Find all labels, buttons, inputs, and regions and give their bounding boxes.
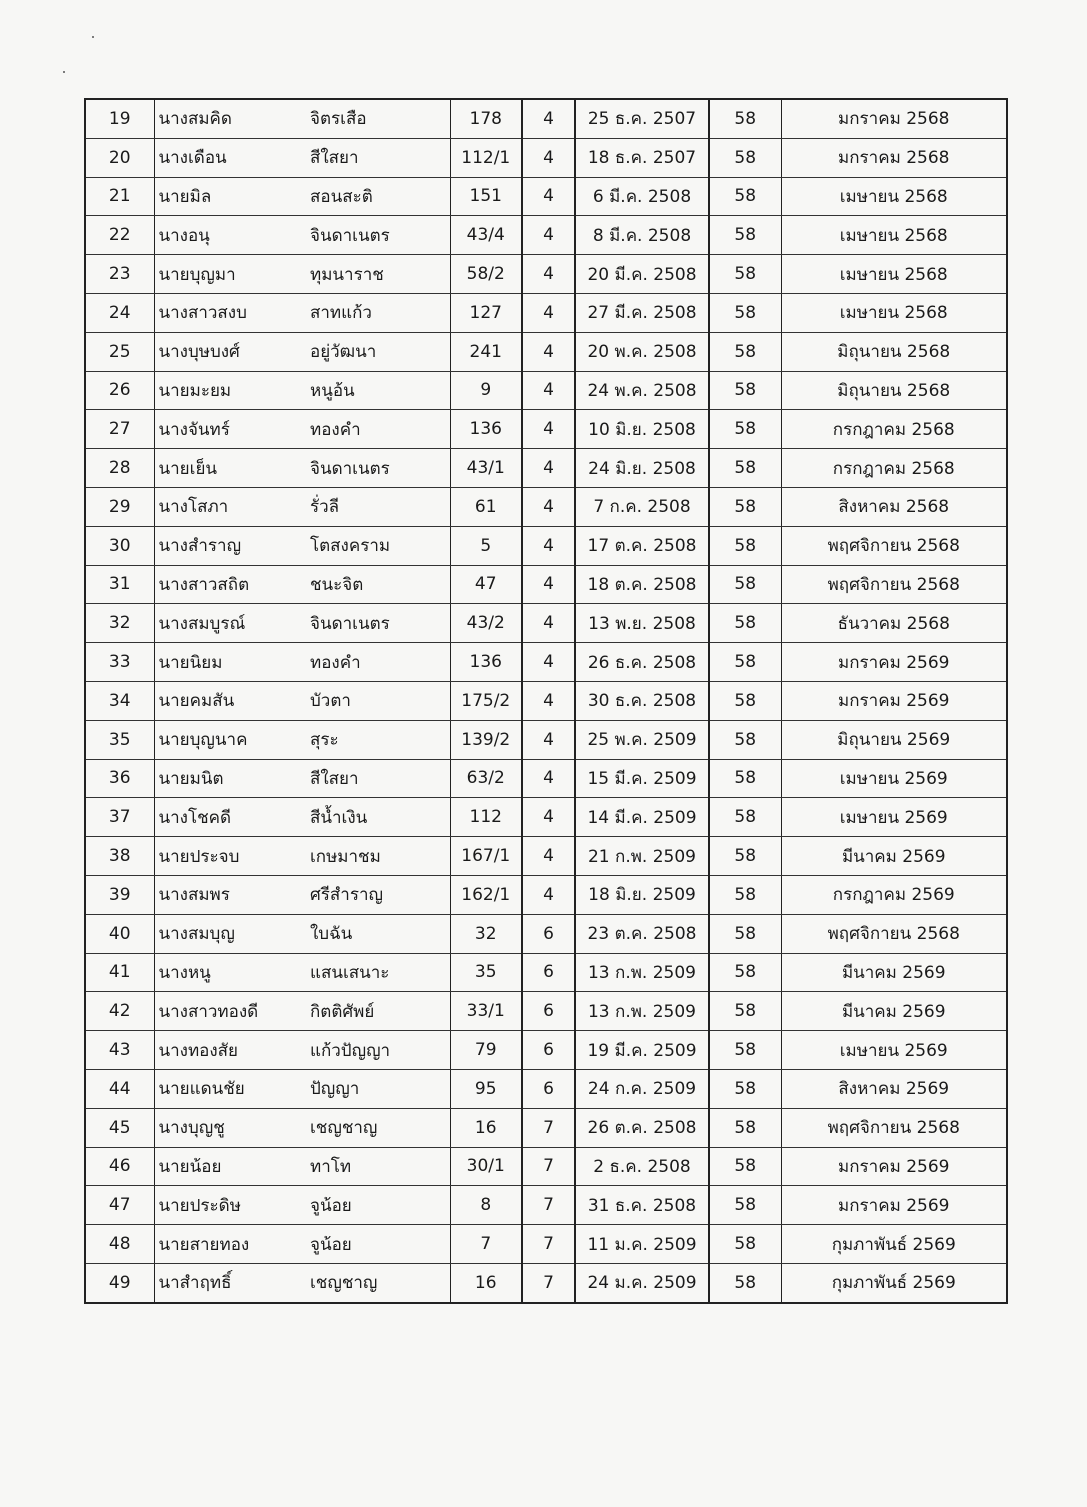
age-cell: 58 xyxy=(709,293,781,332)
first-name-cell: นายสายทอง xyxy=(154,1225,308,1264)
village-number-cell: 4 xyxy=(522,449,575,488)
house-number-cell: 61 xyxy=(450,487,522,526)
payment-month-cell: กรกฎาคม 2568 xyxy=(781,410,1007,449)
house-number-cell: 5 xyxy=(450,526,522,565)
payment-month-cell: มิถุนายน 2568 xyxy=(781,371,1007,410)
village-number-cell: 6 xyxy=(522,992,575,1031)
payment-month-cell: กรกฎาคม 2568 xyxy=(781,449,1007,488)
age-cell: 58 xyxy=(709,643,781,682)
first-name-cell: นายนิยม xyxy=(154,643,308,682)
row-number: 48 xyxy=(85,1225,154,1264)
table-row xyxy=(85,681,1007,720)
last-name-cell: ชนะจิต xyxy=(308,565,450,604)
age-cell: 58 xyxy=(709,953,781,992)
house-number-cell: 30/1 xyxy=(450,1147,522,1186)
age-cell: 58 xyxy=(709,681,781,720)
house-number-cell: 79 xyxy=(450,1031,522,1070)
last-name-cell: กิตติศัพย์ xyxy=(308,992,450,1031)
birth-date-cell: 24 ก.ค. 2509 xyxy=(575,1069,709,1108)
first-name-cell: นางสมบูรณ์ xyxy=(154,604,308,643)
table-row xyxy=(85,371,1007,410)
payment-month-cell: มีนาคม 2569 xyxy=(781,837,1007,876)
row-number: 47 xyxy=(85,1186,154,1225)
last-name-cell: แก้วปัญญา xyxy=(308,1031,450,1070)
house-number-cell: 9 xyxy=(450,371,522,410)
birth-date-cell: 13 ก.พ. 2509 xyxy=(575,953,709,992)
age-cell: 58 xyxy=(709,875,781,914)
birth-date-cell: 20 มี.ค. 2508 xyxy=(575,255,709,294)
table-row xyxy=(85,487,1007,526)
scan-speck xyxy=(63,71,65,73)
table-row xyxy=(85,1031,1007,1070)
table-row xyxy=(85,798,1007,837)
first-name-cell: นายประดิษ xyxy=(154,1186,308,1225)
birth-date-cell: 13 ก.พ. 2509 xyxy=(575,992,709,1031)
birth-date-cell: 19 มี.ค. 2509 xyxy=(575,1031,709,1070)
village-number-cell: 4 xyxy=(522,681,575,720)
village-number-cell: 4 xyxy=(522,410,575,449)
row-number: 22 xyxy=(85,216,154,255)
table-row xyxy=(85,1108,1007,1147)
first-name-cell: นางทองสัย xyxy=(154,1031,308,1070)
first-name-cell: นายเย็น xyxy=(154,449,308,488)
birth-date-cell: 24 พ.ค. 2508 xyxy=(575,371,709,410)
row-number: 43 xyxy=(85,1031,154,1070)
payment-month-cell: มิถุนายน 2568 xyxy=(781,332,1007,371)
birth-date-cell: 24 ม.ค. 2509 xyxy=(575,1263,709,1302)
age-cell: 58 xyxy=(709,992,781,1031)
house-number-cell: 136 xyxy=(450,643,522,682)
age-cell: 58 xyxy=(709,1147,781,1186)
birth-date-cell: 8 มี.ค. 2508 xyxy=(575,216,709,255)
village-number-cell: 4 xyxy=(522,216,575,255)
house-number-cell: 241 xyxy=(450,332,522,371)
last-name-cell: จูน้อย xyxy=(308,1186,450,1225)
payment-month-cell: มกราคม 2568 xyxy=(781,99,1007,138)
last-name-cell: อยู่วัฒนา xyxy=(308,332,450,371)
last-name-cell: เชญชาญ xyxy=(308,1263,450,1302)
payment-month-cell: มีนาคม 2569 xyxy=(781,992,1007,1031)
age-cell: 58 xyxy=(709,1186,781,1225)
house-number-cell: 127 xyxy=(450,293,522,332)
first-name-cell: นางสาวทองดี xyxy=(154,992,308,1031)
birth-date-cell: 23 ต.ค. 2508 xyxy=(575,914,709,953)
age-cell: 58 xyxy=(709,759,781,798)
last-name-cell: สอนสะติ xyxy=(308,177,450,216)
house-number-cell: 63/2 xyxy=(450,759,522,798)
age-cell: 58 xyxy=(709,837,781,876)
age-cell: 58 xyxy=(709,1263,781,1302)
birth-date-cell: 18 ต.ค. 2508 xyxy=(575,565,709,604)
age-cell: 58 xyxy=(709,177,781,216)
birth-date-cell: 14 มี.ค. 2509 xyxy=(575,798,709,837)
age-cell: 58 xyxy=(709,449,781,488)
row-number: 41 xyxy=(85,953,154,992)
age-cell: 58 xyxy=(709,332,781,371)
village-number-cell: 4 xyxy=(522,177,575,216)
payment-month-cell: เมษายน 2568 xyxy=(781,255,1007,294)
house-number-cell: 151 xyxy=(450,177,522,216)
first-name-cell: นางสมบุญ xyxy=(154,914,308,953)
row-number: 26 xyxy=(85,371,154,410)
row-number: 24 xyxy=(85,293,154,332)
first-name-cell: นางสมพร xyxy=(154,875,308,914)
row-number: 39 xyxy=(85,875,154,914)
table-row xyxy=(85,1186,1007,1225)
first-name-cell: นายคมสัน xyxy=(154,681,308,720)
first-name-cell: นายแดนชัย xyxy=(154,1069,308,1108)
table-row xyxy=(85,720,1007,759)
payment-month-cell: มกราคม 2568 xyxy=(781,138,1007,177)
first-name-cell: นางสำราญ xyxy=(154,526,308,565)
first-name-cell: นาสำฤทธิ์ xyxy=(154,1263,308,1302)
row-number: 20 xyxy=(85,138,154,177)
birth-date-cell: 30 ธ.ค. 2508 xyxy=(575,681,709,720)
birth-date-cell: 26 ต.ค. 2508 xyxy=(575,1108,709,1147)
table-row xyxy=(85,1147,1007,1186)
payment-month-cell: เมษายน 2569 xyxy=(781,798,1007,837)
birth-date-cell: 18 ธ.ค. 2507 xyxy=(575,138,709,177)
age-cell: 58 xyxy=(709,604,781,643)
last-name-cell: เกษมาชม xyxy=(308,837,450,876)
house-number-cell: 178 xyxy=(450,99,522,138)
row-number: 37 xyxy=(85,798,154,837)
house-number-cell: 175/2 xyxy=(450,681,522,720)
payment-month-cell: เมษายน 2569 xyxy=(781,759,1007,798)
age-cell: 58 xyxy=(709,216,781,255)
birth-date-cell: 25 ธ.ค. 2507 xyxy=(575,99,709,138)
row-number: 38 xyxy=(85,837,154,876)
village-number-cell: 7 xyxy=(522,1108,575,1147)
first-name-cell: นางสมคิด xyxy=(154,99,308,138)
birth-date-cell: 31 ธ.ค. 2508 xyxy=(575,1186,709,1225)
first-name-cell: นางสาวสถิต xyxy=(154,565,308,604)
last-name-cell: จินดาเนตร xyxy=(308,216,450,255)
village-number-cell: 4 xyxy=(522,875,575,914)
payment-month-cell: มกราคม 2569 xyxy=(781,643,1007,682)
row-number: 44 xyxy=(85,1069,154,1108)
last-name-cell: สีใสยา xyxy=(308,759,450,798)
birth-date-cell: 17 ต.ค. 2508 xyxy=(575,526,709,565)
birth-date-cell: 11 ม.ค. 2509 xyxy=(575,1225,709,1264)
last-name-cell: ทองคำ xyxy=(308,410,450,449)
house-number-cell: 32 xyxy=(450,914,522,953)
house-number-cell: 16 xyxy=(450,1108,522,1147)
payment-month-cell: มกราคม 2569 xyxy=(781,681,1007,720)
payment-month-cell: กุมภาพันธ์ 2569 xyxy=(781,1225,1007,1264)
age-cell: 58 xyxy=(709,1069,781,1108)
last-name-cell: บัวตา xyxy=(308,681,450,720)
payment-month-cell: เมษายน 2568 xyxy=(781,293,1007,332)
row-number: 27 xyxy=(85,410,154,449)
table-row xyxy=(85,526,1007,565)
birth-date-cell: 7 ก.ค. 2508 xyxy=(575,487,709,526)
row-number: 33 xyxy=(85,643,154,682)
village-number-cell: 4 xyxy=(522,526,575,565)
payment-month-cell: ธันวาคม 2568 xyxy=(781,604,1007,643)
age-cell: 58 xyxy=(709,1225,781,1264)
village-number-cell: 7 xyxy=(522,1186,575,1225)
house-number-cell: 7 xyxy=(450,1225,522,1264)
last-name-cell: โตสงคราม xyxy=(308,526,450,565)
age-cell: 58 xyxy=(709,914,781,953)
village-number-cell: 4 xyxy=(522,565,575,604)
last-name-cell: จินดาเนตร xyxy=(308,449,450,488)
first-name-cell: นางโชคดี xyxy=(154,798,308,837)
row-number: 42 xyxy=(85,992,154,1031)
row-number: 40 xyxy=(85,914,154,953)
village-number-cell: 4 xyxy=(522,487,575,526)
row-number: 25 xyxy=(85,332,154,371)
last-name-cell: ทุมนาราช xyxy=(308,255,450,294)
table-row xyxy=(85,565,1007,604)
payment-month-cell: พฤศจิกายน 2568 xyxy=(781,526,1007,565)
village-number-cell: 4 xyxy=(522,759,575,798)
payment-month-cell: กรกฎาคม 2569 xyxy=(781,875,1007,914)
row-number: 49 xyxy=(85,1263,154,1302)
birth-date-cell: 21 ก.พ. 2509 xyxy=(575,837,709,876)
row-number: 31 xyxy=(85,565,154,604)
age-cell: 58 xyxy=(709,371,781,410)
birth-date-cell: 6 มี.ค. 2508 xyxy=(575,177,709,216)
last-name-cell: ทาโท xyxy=(308,1147,450,1186)
table-row xyxy=(85,837,1007,876)
house-number-cell: 112 xyxy=(450,798,522,837)
village-number-cell: 7 xyxy=(522,1147,575,1186)
scan-speck xyxy=(92,36,94,38)
age-cell: 58 xyxy=(709,410,781,449)
age-cell: 58 xyxy=(709,255,781,294)
first-name-cell: นายมะยม xyxy=(154,371,308,410)
payment-month-cell: เมษายน 2568 xyxy=(781,216,1007,255)
payment-month-cell: พฤศจิกายน 2568 xyxy=(781,1108,1007,1147)
table-body xyxy=(85,99,1007,1303)
house-number-cell: 16 xyxy=(450,1263,522,1302)
last-name-cell: ปัญญา xyxy=(308,1069,450,1108)
payment-month-cell: เมษายน 2568 xyxy=(781,177,1007,216)
age-cell: 58 xyxy=(709,526,781,565)
house-number-cell: 162/1 xyxy=(450,875,522,914)
table-row xyxy=(85,99,1007,138)
payment-month-cell: มีนาคม 2569 xyxy=(781,953,1007,992)
village-number-cell: 4 xyxy=(522,293,575,332)
village-number-cell: 6 xyxy=(522,1069,575,1108)
first-name-cell: นายประจบ xyxy=(154,837,308,876)
house-number-cell: 136 xyxy=(450,410,522,449)
row-number: 46 xyxy=(85,1147,154,1186)
house-number-cell: 8 xyxy=(450,1186,522,1225)
table-row xyxy=(85,643,1007,682)
first-name-cell: นางโสภา xyxy=(154,487,308,526)
row-number: 36 xyxy=(85,759,154,798)
table-row xyxy=(85,410,1007,449)
birth-date-cell: 20 พ.ค. 2508 xyxy=(575,332,709,371)
last-name-cell: จูน้อย xyxy=(308,1225,450,1264)
house-number-cell: 112/1 xyxy=(450,138,522,177)
birth-date-cell: 27 มี.ค. 2508 xyxy=(575,293,709,332)
last-name-cell: หนูอ้น xyxy=(308,371,450,410)
birth-date-cell: 13 พ.ย. 2508 xyxy=(575,604,709,643)
age-cell: 58 xyxy=(709,798,781,837)
last-name-cell: สีน้ำเงิน xyxy=(308,798,450,837)
house-number-cell: 95 xyxy=(450,1069,522,1108)
table-row xyxy=(85,1225,1007,1264)
village-number-cell: 6 xyxy=(522,1031,575,1070)
village-number-cell: 4 xyxy=(522,798,575,837)
last-name-cell: จิตรเสือ xyxy=(308,99,450,138)
last-name-cell: จินดาเนตร xyxy=(308,604,450,643)
village-number-cell: 6 xyxy=(522,953,575,992)
last-name-cell: เชญชาญ xyxy=(308,1108,450,1147)
village-number-cell: 6 xyxy=(522,914,575,953)
table-row xyxy=(85,138,1007,177)
village-number-cell: 4 xyxy=(522,720,575,759)
table-row xyxy=(85,914,1007,953)
house-number-cell: 43/1 xyxy=(450,449,522,488)
last-name-cell: สุระ xyxy=(308,720,450,759)
table-row xyxy=(85,953,1007,992)
row-number: 34 xyxy=(85,681,154,720)
first-name-cell: นางบุญชู xyxy=(154,1108,308,1147)
row-number: 23 xyxy=(85,255,154,294)
first-name-cell: นายบุญนาค xyxy=(154,720,308,759)
house-number-cell: 43/2 xyxy=(450,604,522,643)
payment-month-cell: พฤศจิกายน 2568 xyxy=(781,914,1007,953)
table-row xyxy=(85,255,1007,294)
age-cell: 58 xyxy=(709,138,781,177)
house-number-cell: 58/2 xyxy=(450,255,522,294)
first-name-cell: นางเดือน xyxy=(154,138,308,177)
last-name-cell: รั่วลี xyxy=(308,487,450,526)
payment-month-cell: เมษายน 2569 xyxy=(781,1031,1007,1070)
age-cell: 58 xyxy=(709,565,781,604)
table-row xyxy=(85,216,1007,255)
age-cell: 58 xyxy=(709,99,781,138)
birth-date-cell: 2 ธ.ค. 2508 xyxy=(575,1147,709,1186)
first-name-cell: นางหนู xyxy=(154,953,308,992)
birth-date-cell: 18 มิ.ย. 2509 xyxy=(575,875,709,914)
table-row xyxy=(85,449,1007,488)
first-name-cell: นายมนิต xyxy=(154,759,308,798)
elderly-allowance-table xyxy=(84,98,1008,1304)
village-number-cell: 4 xyxy=(522,604,575,643)
row-number: 32 xyxy=(85,604,154,643)
last-name-cell: ใบฉัน xyxy=(308,914,450,953)
village-number-cell: 4 xyxy=(522,371,575,410)
house-number-cell: 35 xyxy=(450,953,522,992)
row-number: 35 xyxy=(85,720,154,759)
payment-month-cell: มกราคม 2569 xyxy=(781,1147,1007,1186)
table-row xyxy=(85,875,1007,914)
elderly-allowance-table-container xyxy=(84,98,1008,1304)
age-cell: 58 xyxy=(709,1108,781,1147)
row-number: 21 xyxy=(85,177,154,216)
table-row xyxy=(85,177,1007,216)
birth-date-cell: 24 มิ.ย. 2508 xyxy=(575,449,709,488)
first-name-cell: นางบุษบงศ์ xyxy=(154,332,308,371)
house-number-cell: 43/4 xyxy=(450,216,522,255)
village-number-cell: 7 xyxy=(522,1263,575,1302)
house-number-cell: 167/1 xyxy=(450,837,522,876)
age-cell: 58 xyxy=(709,487,781,526)
payment-month-cell: มิถุนายน 2569 xyxy=(781,720,1007,759)
village-number-cell: 4 xyxy=(522,138,575,177)
row-number: 28 xyxy=(85,449,154,488)
first-name-cell: นางจันทร์ xyxy=(154,410,308,449)
birth-date-cell: 26 ธ.ค. 2508 xyxy=(575,643,709,682)
payment-month-cell: พฤศจิกายน 2568 xyxy=(781,565,1007,604)
house-number-cell: 47 xyxy=(450,565,522,604)
birth-date-cell: 15 มี.ค. 2509 xyxy=(575,759,709,798)
table-row xyxy=(85,759,1007,798)
first-name-cell: นายบุญมา xyxy=(154,255,308,294)
table-row xyxy=(85,992,1007,1031)
birth-date-cell: 25 พ.ค. 2509 xyxy=(575,720,709,759)
table-row xyxy=(85,332,1007,371)
first-name-cell: นางสาวสงบ xyxy=(154,293,308,332)
first-name-cell: นายมิล xyxy=(154,177,308,216)
birth-date-cell: 10 มิ.ย. 2508 xyxy=(575,410,709,449)
last-name-cell: สีใสยา xyxy=(308,138,450,177)
table-row xyxy=(85,1263,1007,1302)
payment-month-cell: สิงหาคม 2568 xyxy=(781,487,1007,526)
last-name-cell: สาทแก้ว xyxy=(308,293,450,332)
village-number-cell: 4 xyxy=(522,643,575,682)
village-number-cell: 4 xyxy=(522,332,575,371)
row-number: 45 xyxy=(85,1108,154,1147)
house-number-cell: 33/1 xyxy=(450,992,522,1031)
payment-month-cell: กุมภาพันธ์ 2569 xyxy=(781,1263,1007,1302)
village-number-cell: 4 xyxy=(522,837,575,876)
village-number-cell: 4 xyxy=(522,255,575,294)
house-number-cell: 139/2 xyxy=(450,720,522,759)
payment-month-cell: สิงหาคม 2569 xyxy=(781,1069,1007,1108)
payment-month-cell: มกราคม 2569 xyxy=(781,1186,1007,1225)
last-name-cell: แสนเสนาะ xyxy=(308,953,450,992)
table-row xyxy=(85,293,1007,332)
table-row xyxy=(85,604,1007,643)
first-name-cell: นายน้อย xyxy=(154,1147,308,1186)
row-number: 19 xyxy=(85,99,154,138)
row-number: 29 xyxy=(85,487,154,526)
row-number: 30 xyxy=(85,526,154,565)
village-number-cell: 7 xyxy=(522,1225,575,1264)
first-name-cell: นางอนุ xyxy=(154,216,308,255)
table-row xyxy=(85,1069,1007,1108)
village-number-cell: 4 xyxy=(522,99,575,138)
age-cell: 58 xyxy=(709,720,781,759)
last-name-cell: ทองคำ xyxy=(308,643,450,682)
age-cell: 58 xyxy=(709,1031,781,1070)
last-name-cell: ศรีสำราญ xyxy=(308,875,450,914)
